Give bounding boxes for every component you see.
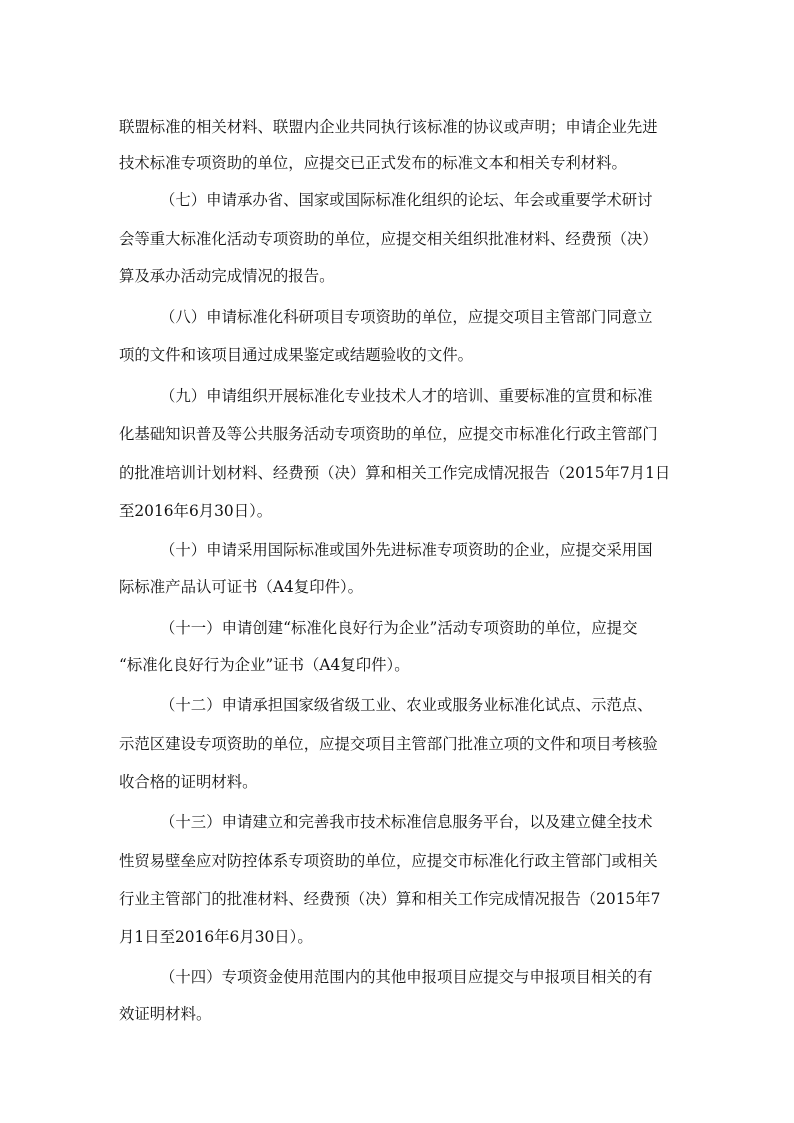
text-line: （十）申请采用国际标准或国外先进标准专项资助的企业，应提交采用国	[160, 541, 653, 559]
text-line: （十四）专项资金使用范围内的其他申报项目应提交与申报项目相关的有	[160, 968, 653, 986]
text-line: 技术标准专项资助的单位，应提交已正式发布的标准文本和相关专利材料。	[119, 154, 627, 172]
text-line: 的批准培训计划材料、经费预（决）算和相关工作完成情况报告（2015年7月1日	[119, 464, 671, 482]
text-line: 月1日至2016年6月30日）。	[119, 928, 313, 946]
text-line: 项的文件和该项目通过成果鉴定或结题验收的文件。	[119, 346, 473, 364]
text-line: （九）申请组织开展标准化专业技术人才的培训、重要标准的宣贯和标准	[160, 387, 653, 405]
text-line: 联盟标准的相关材料、联盟内企业共同执行该标准的协议或声明；申请企业先进	[119, 118, 658, 136]
text-line: 际标准产品认可证书（A4复印件）。	[119, 578, 364, 596]
text-line: 算及承办活动完成情况的报告。	[119, 267, 335, 285]
text-line: （十三）申请建立和完善我市技术标准信息服务平台，以及建立健全技术	[160, 813, 653, 831]
text-line: 行业主管部门的批准材料、经费预（决）算和相关工作完成情况报告（2015年7	[119, 890, 661, 908]
text-line: 至2016年6月30日）。	[119, 502, 273, 520]
text-line: （十一）申请创建“标准化良好行为企业”活动专项资助的单位，应提交	[160, 619, 638, 637]
text-line: 示范区建设专项资助的单位，应提交项目主管部门批准立项的文件和项目考核验	[119, 735, 658, 753]
text-line: （八）申请标准化科研项目专项资助的单位，应提交项目主管部门同意立	[160, 308, 653, 326]
text-line: 化基础知识普及等公共服务活动专项资助的单位，应提交市标准化行政主管部门	[119, 425, 658, 443]
text-line: （十二）申请承担国家级省级工业、农业或服务业标准化试点、示范点、	[160, 696, 653, 714]
text-line: 收合格的证明材料。	[119, 773, 258, 791]
text-line: （七）申请承办省、国家或国际标准化组织的论坛、年会或重要学术研讨	[160, 191, 653, 209]
text-line: 效证明材料。	[119, 1005, 212, 1023]
text-line: 性贸易壁垒应对防控体系专项资助的单位，应提交市标准化行政主管部门或相关	[119, 852, 658, 870]
text-line: “标准化良好行为企业”证书（A4复印件）。	[119, 656, 410, 674]
text-line: 会等重大标准化活动专项资助的单位，应提交相关组织批准材料、经费预（决）	[119, 230, 658, 248]
